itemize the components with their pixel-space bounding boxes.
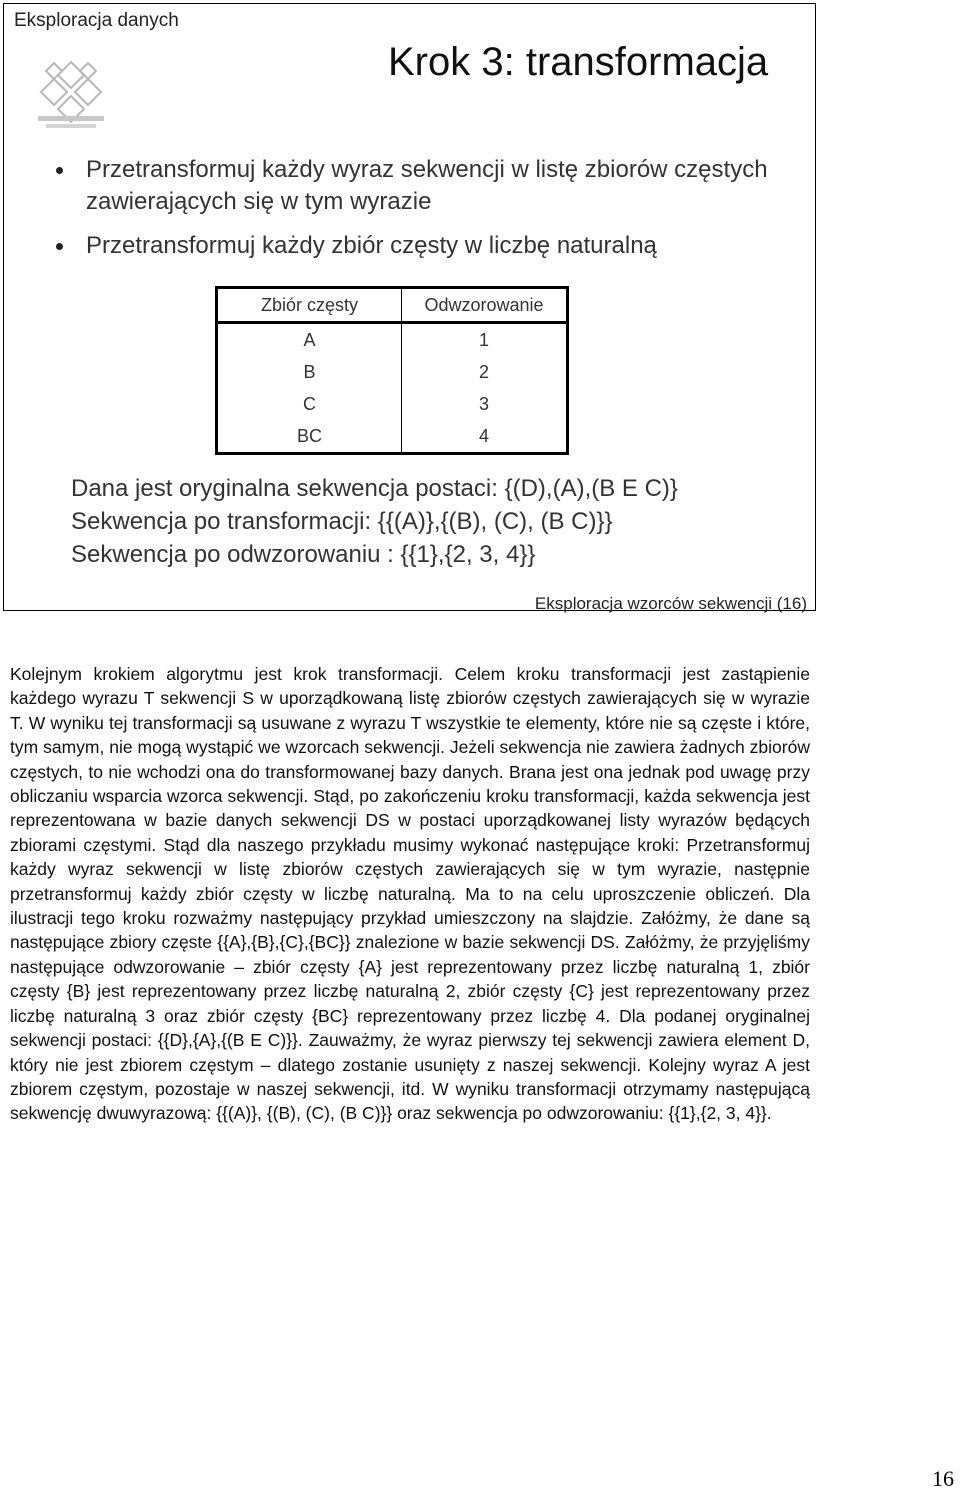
header-frequent-set: Zbiór częsty bbox=[217, 288, 402, 323]
table-cell-value: 1 bbox=[402, 323, 568, 357]
table-cell-value: 2 bbox=[402, 356, 568, 388]
table-cell-set: BC bbox=[217, 420, 402, 454]
sequence-examples bbox=[71, 472, 678, 571]
bullet-item bbox=[54, 154, 794, 218]
slide-title: Krok 3: transformacja bbox=[388, 40, 769, 84]
slide-header-label: Eksploracja danych bbox=[14, 10, 179, 31]
table-row bbox=[217, 388, 568, 420]
mapped-sequence-line: Sekwencja po odwzorowaniu : {{1},{2, 3, 4}} bbox=[71, 541, 536, 568]
table-cell-set: A bbox=[217, 323, 402, 357]
transformed-sequence-line: Sekwencja po transformacji: {{(A)},{(B), (C), (B C)}} bbox=[71, 508, 613, 535]
table-row bbox=[217, 356, 568, 388]
table-cell-set: B bbox=[217, 356, 402, 388]
bullet-item bbox=[54, 230, 794, 262]
page-number: 16 bbox=[932, 1466, 954, 1491]
header-mapping: Odwzorowanie bbox=[402, 288, 568, 323]
bullet-list bbox=[54, 154, 794, 274]
original-sequence-line: Dana jest oryginalna sekwencja postaci: {(D),(A),(B E C)} bbox=[71, 475, 678, 502]
table-header-row bbox=[217, 288, 568, 323]
bullet-text: Przetransformuj każdy wyraz sekwencji w listę zbiorów częstych zawierających się w tym wyrazie bbox=[86, 156, 768, 215]
slide-frame bbox=[3, 3, 816, 611]
table-cell-value: 4 bbox=[402, 420, 568, 454]
mapping-table bbox=[215, 286, 569, 455]
bullet-dot-icon bbox=[56, 243, 63, 250]
slide-caption: Eksploracja wzorców sekwencji (16) bbox=[534, 594, 807, 613]
bullet-dot-icon bbox=[56, 167, 63, 174]
institution-logo-icon bbox=[32, 58, 110, 136]
table-cell-set: C bbox=[217, 388, 402, 420]
table-row bbox=[217, 420, 568, 454]
table-cell-value: 3 bbox=[402, 388, 568, 420]
lecture-notes-paragraph: Kolejnym krokiem algorytmu jest krok transformacji. Celem kroku transformacji jest zastąpienie każdego wyrazu T sekwencji S w uporządkowaną listę zbiorów częstych zawierających się w wyrazie T. W wyniku tej transformacji są usuwane z wyrazu T wszystkie te elementy, które nie są częste i które, tym samym, nie mogą wystąpić we wzorcach sekwencji. Jeżeli sekwencja nie zawiera żadnych zbiorów częstych, to nie wchodzi ona do transformowanej bazy danych. Brana jest ona jednak pod uwagę przy obliczaniu wsparcia wzorca sekwencji. Stąd, po zakończeniu kroku transformacji, każda sekwencja jest reprezentowana w bazie danych sekwencji DS w postaci uporządkowanej listy wyrazów będących zbiorami częstymi. Stąd dla naszego przykładu musimy wykonać następujące kroki: Przetransformuj każdy wyraz sekwencji w listę zbiorów częstych zawierających się w tym wyrazie, następnie przetransformuj każdy zbiór częsty w liczbę naturalną. Ma to na celu uproszczenie obliczeń. Dla ilustracji tego kroku rozważmy następujący przykład umieszczony na slajdzie. Załóżmy, że dane są następujące zbiory częste {{A},{B},{C},{BC}} znalezione w bazie sekwencji DS. Załóżmy, że przyjęliśmy następujące odwzorowanie – zbiór częsty {A} jest reprezentowany przez liczbę naturalną 1, zbiór częsty {B} jest reprezentowany przez liczbę naturalną 2, zbiór częsty {C} jest reprezentowany przez liczbę naturalną 3 oraz zbiór częsty {BC} reprezentowany przez liczbę 4. Dla podanej oryginalnej sekwencji postaci: {{D},{A},{(B E C)}}. Zauważmy, że wyraz pierwszy tej sekwencji zawiera element D, który nie jest zbiorem częstym – dlatego zostanie usunięty z naszej sekwencji. Kolejny wyraz A jest zbiorem częstym, pozostaje w naszej sekwencji, itd. W wyniku transformacji otrzymamy następującą sekwencję dwuwyrazową: {{(A)}, {(B), (C), (B C)}} oraz sekwencja po odwzorowaniu: {{1},{2, 3, 4}}. bbox=[10, 664, 810, 1124]
table-row bbox=[217, 323, 568, 357]
bullet-text: Przetransformuj każdy zbiór częsty w liczbę naturalną bbox=[86, 232, 657, 259]
